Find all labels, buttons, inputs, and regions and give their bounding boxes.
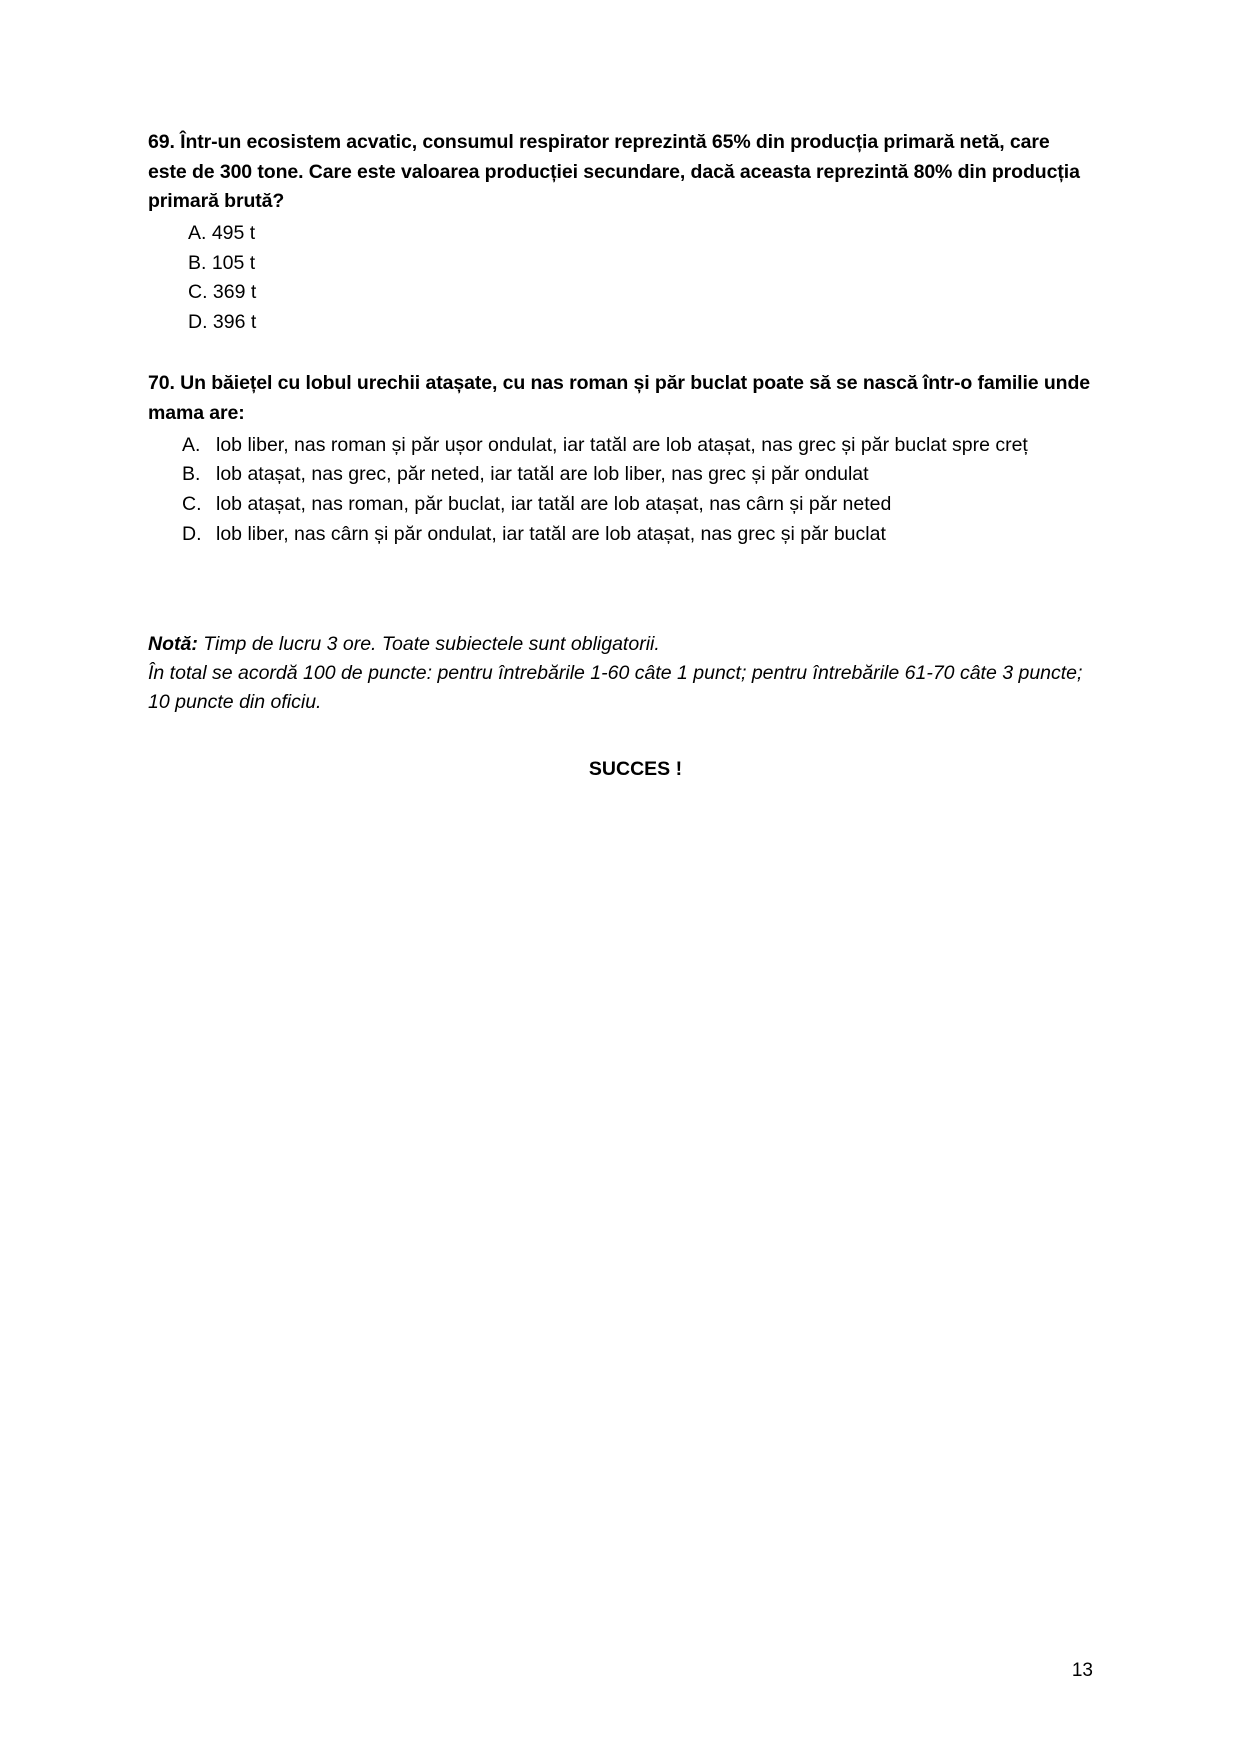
answer-label: B. bbox=[182, 463, 201, 486]
spacer bbox=[148, 556, 1093, 630]
question-69-stem: 69. Într-un ecosistem acvatic, consumul respirator reprezintă 65% din producția primară netă, care este de 300 tone. Care este valoarea producției secundare, dacă aceasta reprezintă 80% din producția primară brută? bbox=[148, 131, 1080, 213]
spacer bbox=[148, 718, 1093, 758]
answer-option[interactable]: B. 105 t bbox=[188, 251, 256, 274]
answer-label: C. bbox=[182, 493, 202, 516]
answer-text: lob liber, nas roman și păr ușor ondulat, iar tatăl are lob atașat, nas grec și păr buclat spre creț bbox=[216, 433, 1028, 456]
spacer bbox=[148, 343, 1093, 369]
answer-option[interactable] bbox=[148, 520, 1093, 550]
question-70-answers bbox=[148, 431, 1093, 550]
answer-label: A. bbox=[182, 433, 201, 456]
answer-text: lob atașat, nas roman, păr buclat, iar tatăl are lob atașat, nas cârn și păr neted bbox=[216, 493, 892, 516]
answer-text: lob atașat, nas grec, păr neted, iar tatăl are lob liber, nas grec și păr ondulat bbox=[216, 463, 869, 486]
answer-option[interactable] bbox=[148, 431, 1093, 461]
note-line-1 bbox=[148, 630, 1093, 659]
closing-message: SUCCES ! bbox=[588, 757, 683, 780]
answer-option[interactable]: C. 369 t bbox=[188, 281, 257, 304]
page-number: 13 bbox=[1071, 1660, 1093, 1681]
note-text-1: Timp de lucru 3 ore. Toate subiectele sunt obligatorii. bbox=[197, 632, 660, 655]
answer-option[interactable] bbox=[148, 490, 1093, 520]
answer-option[interactable]: A. 495 t bbox=[188, 221, 256, 244]
answer-option[interactable] bbox=[148, 460, 1093, 490]
note-line-2: În total se acordă 100 de puncte: pentru întrebările 1-60 câte 1 punct; pentru întrebările 61-70 câte 3 puncte; 10 puncte din oficiu. bbox=[148, 662, 1083, 714]
answer-label: D. bbox=[182, 523, 202, 546]
answer-text: lob liber, nas cârn și păr ondulat, iar tatăl are lob atașat, nas grec și păr buclat bbox=[216, 523, 886, 546]
note-label: Notă: bbox=[148, 632, 198, 655]
question-69 bbox=[148, 128, 1093, 337]
question-70 bbox=[148, 369, 1093, 550]
question-70-stem: 70. Un băiețel cu lobul urechii atașate, cu nas roman și păr buclat poate să se nască într-o familie unde mama are: bbox=[148, 372, 1091, 424]
answer-option[interactable]: D. 396 t bbox=[188, 310, 257, 333]
question-69-answers bbox=[148, 219, 1093, 338]
